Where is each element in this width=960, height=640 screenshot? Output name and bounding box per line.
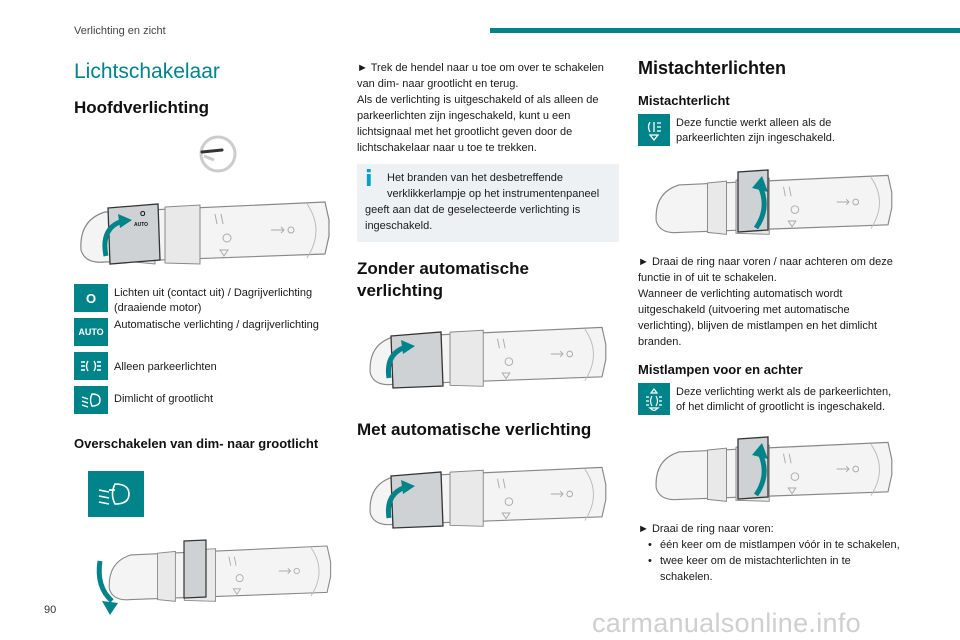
front-rear-fog-icon <box>638 383 670 415</box>
light-stalk-diagram-main <box>74 186 336 270</box>
section-header: Verlichting en zicht <box>74 25 166 37</box>
light-stalk-diagram-flash <box>74 531 336 621</box>
page-number: 90 <box>44 604 57 616</box>
column-fog-lights <box>638 58 900 585</box>
steering-wheel-icon <box>184 132 244 176</box>
heading-rear-fog-lights: Mistachterlichten <box>638 58 787 78</box>
dipped-beam-icon <box>74 386 108 414</box>
page-title: Lichtschakelaar <box>74 60 220 83</box>
rear-fog-instruction: ► Draai de ring naar voren / naar achteren om deze functie in of uit te schakelen. <box>638 256 893 284</box>
auto-icon: AUTO <box>74 318 108 346</box>
fog-ring-diagram-front <box>638 427 900 511</box>
info-box <box>357 164 619 242</box>
list-item: • één keer om de mistlampen vóór in te schakelen, <box>660 537 900 553</box>
legend-item-dipped <box>74 386 336 414</box>
rear-fog-description <box>638 114 900 146</box>
note-flash-signal: Als de verlichting is uitgeschakeld of als alleen de parkeerlichten zijn ingeschakeld, kunt u een lichtsignaal met het grootlicht geven door de lichtschakelaar naar u toe te trekken. <box>357 94 599 154</box>
header-accent-bar <box>490 28 960 33</box>
watermark: carmanualsonline.info <box>592 608 861 638</box>
legend-list <box>74 284 336 414</box>
heading-without-auto: Zonder automatische verlichting <box>357 259 529 300</box>
light-stalk-diagram-no-auto <box>357 316 619 392</box>
front-fog-bullets <box>638 537 900 585</box>
parking-lights-icon <box>74 352 108 380</box>
list-item: • twee keer om de mistachterlichten in te schakelen. <box>660 553 900 585</box>
legend-text-auto: Automatische verlichting / dagrijverlichting <box>114 319 319 331</box>
column-lighting-switch <box>74 58 336 621</box>
front-fog-text: Deze verlichting werkt als de parkeerlichten, of het dimlicht of grootlicht is ingeschakeld. <box>676 386 892 413</box>
heading-rear-fog-light: Mistachterlicht <box>638 93 730 108</box>
fog-ring-diagram-rear <box>638 160 900 244</box>
legend-text-dipped: Dimlicht of grootlicht <box>114 393 214 405</box>
legend-item-off <box>74 284 336 316</box>
front-fog-instruction: ► Draai de ring naar voren: <box>638 523 774 535</box>
heading-beam-switch: Overschakelen van dim- naar grootlicht <box>74 436 319 451</box>
rear-fog-note: Wanneer de verlichting automatisch wordt uitgeschakeld (uitvoering met automatische verlichting), blijven de mistlampen en het dimlicht branden. <box>638 288 878 348</box>
stalk-label-auto: AUTO <box>134 222 149 228</box>
high-beam-switch-icon <box>88 471 144 517</box>
legend-text-off: Lichten uit (contact uit) / Dagrijverlichting (draaiende motor) <box>114 287 313 314</box>
legend-item-auto <box>74 318 336 346</box>
heading-main-lighting: Hoofdverlichting <box>74 98 210 117</box>
heading-with-auto: Met automatische verlichting <box>357 420 592 439</box>
off-icon: O <box>74 284 108 312</box>
info-text: Het branden van het desbetreffende verklikkerlampje op het instrumentenpaneel geeft aan dat de geselecteerde verlichting is ingeschakeld. <box>365 172 600 232</box>
info-icon: i <box>365 167 373 192</box>
legend-text-parking: Alleen parkeerlichten <box>114 361 217 373</box>
rear-fog-icon <box>638 114 670 146</box>
front-fog-description <box>638 383 900 415</box>
heading-front-rear-fog: Mistlampen voor en achter <box>638 362 803 377</box>
light-stalk-diagram-auto <box>357 456 619 532</box>
column-beam-info <box>357 58 619 532</box>
stalk-label-off: O <box>140 211 146 218</box>
instruction-pull-lever: ► Trek de hendel naar u toe om over te schakelen van dim- naar grootlicht en terug. <box>357 62 604 90</box>
rear-fog-text: Deze functie werkt alleen als de parkeerlichten zijn ingeschakeld. <box>676 117 835 144</box>
legend-item-parking <box>74 352 336 380</box>
